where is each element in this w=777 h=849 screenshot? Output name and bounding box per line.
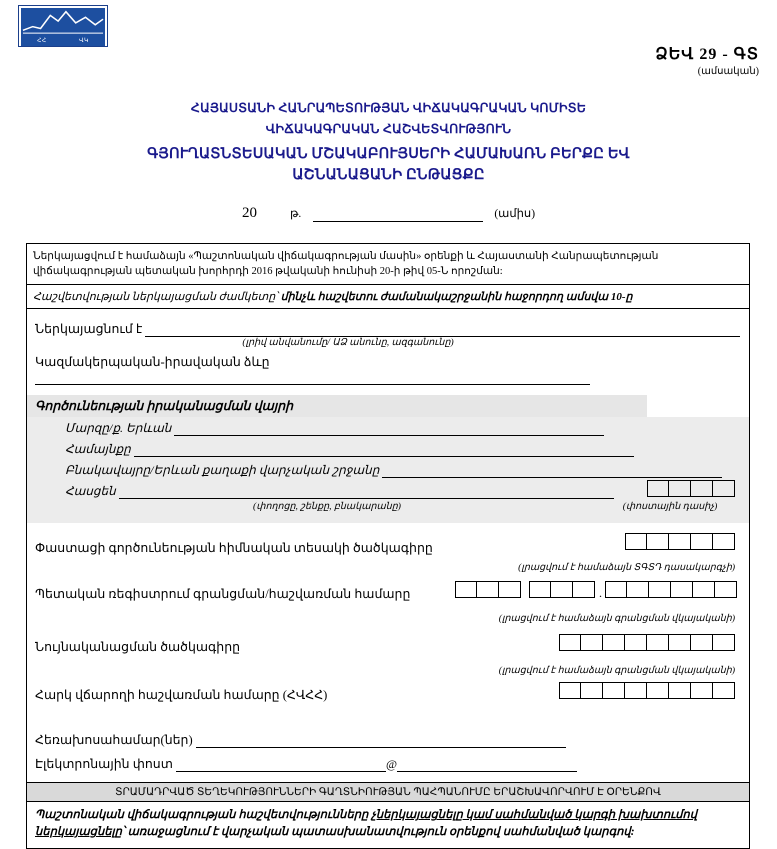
activity-location-block (27, 417, 749, 523)
registration-cell[interactable] (671, 581, 693, 598)
activity-code-cell[interactable] (713, 533, 735, 550)
activity-code-row (27, 523, 749, 557)
tax-number-cell[interactable] (581, 682, 603, 699)
year-suffix: թ. (289, 208, 302, 220)
submitted-by-label: Ներկայացնում է (35, 322, 143, 337)
report-period-line (0, 205, 777, 222)
postal-code-cell[interactable] (647, 480, 669, 497)
registration-cell[interactable] (573, 581, 595, 598)
year-label: 20 (241, 205, 257, 221)
identification-cell[interactable] (603, 634, 625, 651)
identification-label: Նույնականացման ծածկագիրը (35, 640, 241, 655)
activity-code-cell[interactable] (669, 533, 691, 550)
marz-row (27, 417, 749, 436)
fields-area (27, 309, 749, 782)
page-title (0, 100, 777, 186)
identification-cell[interactable] (559, 634, 581, 651)
tax-number-cell[interactable] (713, 682, 735, 699)
identification-boxes[interactable] (559, 634, 735, 651)
tax-number-cell[interactable] (603, 682, 625, 699)
address-caption: (փողոցը, շենքը, բնակարանը) (253, 502, 401, 513)
title-line-1: ՀԱՅԱՍՏԱՆԻ ՀԱՆՐԱՊԵՏՈՒԹՅԱՆ ՎԻՃԱԿԱԳՐԱԿԱՆ ԿՈՄԻՏԵ (190, 101, 587, 115)
form-code: ՁԵՎ 29 - ԳՏ (655, 46, 759, 63)
penalty-note-underline1: չներկայացնելը կամ սահմանված կարգի խախտումով (371, 809, 698, 822)
registration-cell[interactable] (627, 581, 649, 598)
deadline-value: մինչև հաշվետու ժամանակաշրջանին հաջորդող ամսվա 10-ը (280, 291, 633, 304)
registration-row (27, 573, 749, 607)
activity-code-cell[interactable] (647, 533, 669, 550)
community-input[interactable] (134, 443, 634, 457)
email-label: Էլեկտրոնային փոստ (35, 757, 173, 772)
activity-code-cell[interactable] (625, 533, 647, 550)
legal-form-input[interactable] (35, 371, 590, 385)
form-periodicity: (ամսական) (697, 66, 759, 77)
month-input[interactable] (313, 207, 483, 222)
postal-code-boxes[interactable] (647, 480, 735, 497)
chart-line-icon (21, 8, 105, 35)
identification-cell[interactable] (625, 634, 647, 651)
registration-cell[interactable] (715, 581, 737, 598)
registration-boxes-group2[interactable] (529, 581, 595, 598)
marz-label: Մարզը/ք. Երևան (65, 421, 172, 436)
email-at-symbol: @ (386, 757, 398, 772)
tax-number-cell[interactable] (625, 682, 647, 699)
logo-caption-right: ՎԿ (78, 38, 89, 44)
form-code-block (655, 44, 759, 77)
identification-cell[interactable] (691, 634, 713, 651)
legal-form-row (27, 348, 749, 385)
activity-code-boxes[interactable] (625, 533, 735, 550)
phone-label: Հեռախոսահամար(ներ) (35, 733, 193, 748)
submitted-by-input[interactable] (145, 323, 740, 337)
title-line-2: ՎԻՃԱԿԱԳՐԱԿԱՆ ՀԱՇՎԵՏՎՈՒԹՅՈՒՆ (265, 122, 512, 136)
tax-number-cell[interactable] (669, 682, 691, 699)
form-body (26, 243, 750, 849)
submitted-by-row (27, 309, 749, 337)
tax-number-cell[interactable] (559, 682, 581, 699)
address-input[interactable] (119, 485, 614, 499)
settlement-label: Բնակավայրը/Երևան քաղաքի վարչական շրջանը (65, 463, 380, 478)
tax-number-row (27, 676, 749, 710)
registration-cell[interactable] (455, 581, 477, 598)
logo-caption (21, 35, 105, 46)
settlement-row (27, 457, 749, 478)
email-row (27, 748, 749, 782)
title-line-3a: ԳՅՈՒՂԱՏՆՏԵՍԱԿԱՆ ՄՇԱԿԱԲՈՒՅՍԵՐԻ ՀԱՄԱԽԱՌՆ ԲԵՐՔԸ ԵՎ (147, 146, 630, 162)
identification-note: (լրացվում է համաձայն գրանցման վկայականի) (498, 666, 735, 677)
statistics-logo (18, 5, 108, 47)
registration-separator: . (599, 586, 602, 601)
activity-code-cell[interactable] (691, 533, 713, 550)
identification-cell[interactable] (647, 634, 669, 651)
penalty-note-part3: ՝ առաջացնում է վարչական պատասխանատվություն օրենքով սահմանված կարգով: (121, 826, 635, 839)
penalty-note (27, 802, 749, 847)
registration-boxes-group1[interactable] (455, 581, 521, 598)
registration-cell[interactable] (693, 581, 715, 598)
tax-number-boxes[interactable] (559, 682, 735, 699)
submitted-by-caption: (լրիվ անվանումը/ ԱՁ անունը, ազգանունը) (242, 338, 454, 349)
phone-input[interactable] (196, 734, 566, 748)
tax-number-cell[interactable] (647, 682, 669, 699)
identification-cell[interactable] (713, 634, 735, 651)
identification-cell[interactable] (581, 634, 603, 651)
community-label: Համայնքը (65, 442, 131, 457)
legal-form-label: Կազմակերպական-իրավական ձևը (35, 355, 270, 370)
registration-cell[interactable] (529, 581, 551, 598)
address-row (27, 478, 749, 499)
tax-number-label: Հարկ վճարողի հաշվառման համարը (ՀՎՀՀ) (35, 688, 328, 703)
postal-code-cell[interactable] (669, 480, 691, 497)
deadline-prefix: Հաշվետվության ներկայացման ժամկետը՝ (33, 291, 281, 304)
postal-code-caption: (փոստային դասիչ) (622, 502, 718, 513)
settlement-input[interactable] (382, 464, 722, 478)
identification-row (27, 624, 749, 660)
month-hint: (ամիս) (494, 208, 536, 220)
registration-cell[interactable] (551, 581, 573, 598)
activity-code-label: Փաստացի գործունեության հիմնական տեսակի ծածկագիրը (35, 541, 433, 556)
community-row (27, 436, 749, 457)
registration-boxes-group3[interactable] (605, 581, 737, 598)
registration-label: Պետական ռեգիստրում գրանցման/հաշվառման համարը (35, 587, 411, 602)
postal-code-cell[interactable] (713, 480, 735, 497)
postal-code-cell[interactable] (691, 480, 713, 497)
phone-row (27, 710, 749, 748)
title-line-3b: ԱՇՆԱՆԱՑԱՆԻ ԸՆԹԱՑՔԸ (292, 167, 485, 184)
registration-cell[interactable] (605, 581, 627, 598)
registration-cell[interactable] (499, 581, 521, 598)
registration-cell[interactable] (649, 581, 671, 598)
identification-cell[interactable] (669, 634, 691, 651)
legal-basis-note: Ներկայացվում է համաձայն «Պաշտոնական վիճակագրության մասին» օրենքի և Հայաստանի Հանրապետության վիճակագրության պետական խորհրդի 2016 թվականի հունիսի 20-ի թիվ 05-Ն որոշման: (27, 244, 749, 285)
logo-graphic (21, 8, 105, 35)
email-user-input[interactable] (176, 758, 386, 772)
registration-note: (լրացվում է համաձայն գրանցման վկայականի) (498, 614, 735, 625)
activity-code-note: (լրացվում է համաձայն ՏԳՏԴ դասակարգչի) (518, 563, 735, 574)
registration-cell[interactable] (477, 581, 499, 598)
address-label: Հասցեն (65, 484, 116, 499)
penalty-note-part1: Պաշտոնական վիճակագրության հաշվետվությունները (35, 809, 372, 822)
logo-caption-left: ՀՀ (37, 38, 47, 44)
confidentiality-banner: ՏՐԱՄԱԴՐՎԱԾ ՏԵՂԵԿՈՒԹՅՈՒՆՆԵՐԻ ԳԱՂՏՆԻՈՒԹՅԱՆ ՊԱՀՊԱՆՈՒՄԸ ԵՐԱՇԽԱՎՈՐՎՈՒՄ Է ՕՐԵՆՔՈՎ (27, 782, 749, 802)
activity-location-header: Գործունեության իրականացման վայրի (27, 395, 647, 417)
marz-input[interactable] (174, 422, 604, 436)
email-domain-input[interactable] (397, 758, 577, 772)
submission-deadline (27, 285, 749, 309)
penalty-note-underline2: ներկայացնելը (35, 826, 122, 839)
tax-number-cell[interactable] (691, 682, 713, 699)
